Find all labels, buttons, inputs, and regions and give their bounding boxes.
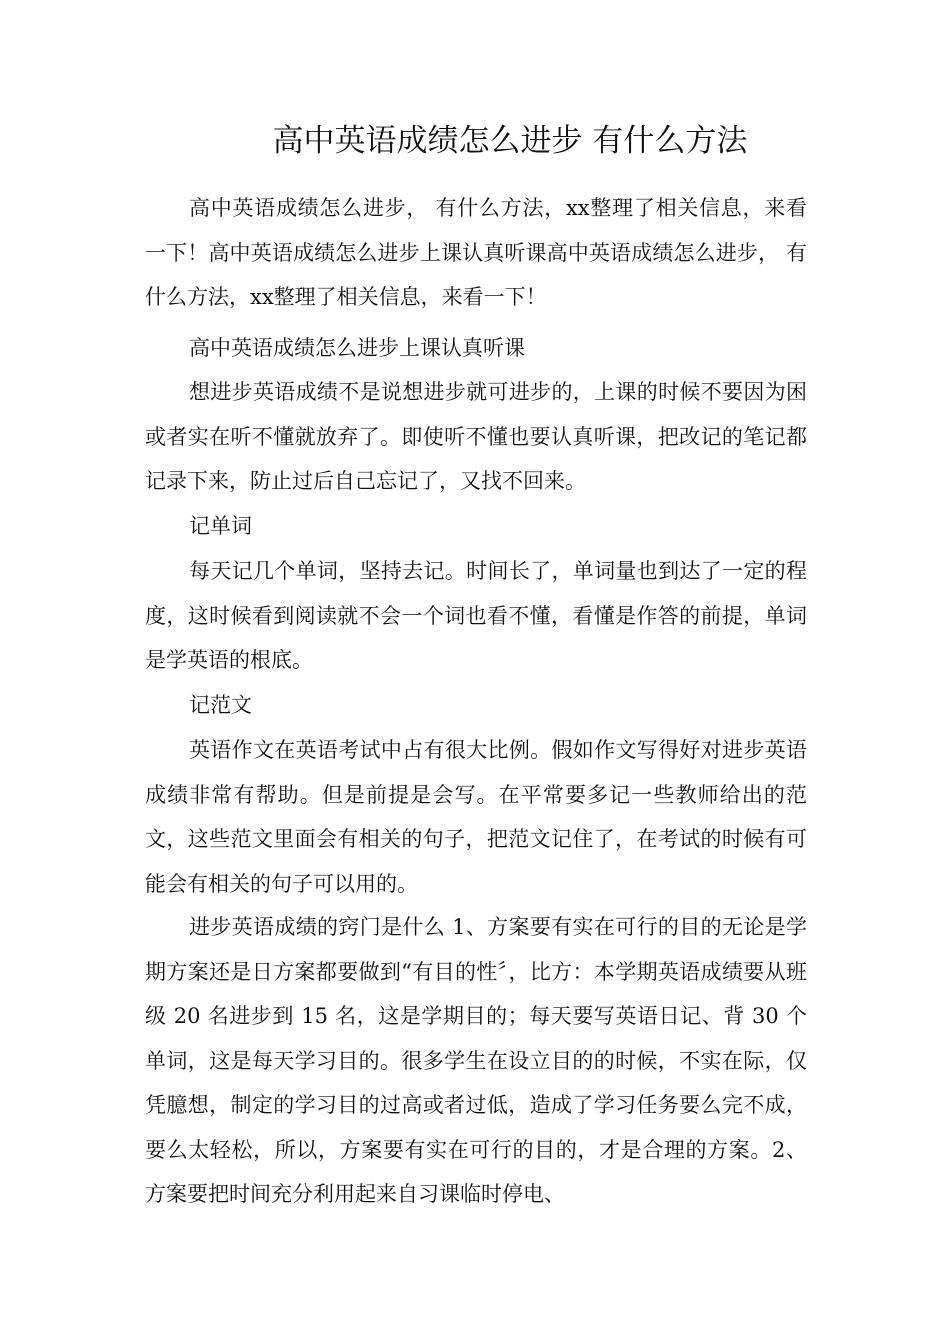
document-title: 高中英语成绩怎么进步 有什么方法 <box>272 123 748 159</box>
essay-paragraph: 英语作文在英语考试中占有很大比例。假如作文写得好对进步英语成绩非常有帮助。但是前提是会写。在平常要多记一些教师给出的范文，这些范文里面会有相关的句子，把范文记住了，在考试的时候有可能会有相关的句子可以用的。 <box>145 738 807 896</box>
vocabulary-paragraph: 每天记几个单词，坚持去记。时间长了，单词量也到达了一定的程度，这时候看到阅读就不会一个词也看不懂，看懂是作答的前提，单词是学英语的根底。 <box>145 559 807 672</box>
section-heading-listen: 高中英语成绩怎么进步上课认真听课 <box>189 336 525 360</box>
section-heading-essay: 记范文 <box>189 693 252 717</box>
intro-paragraph: 高中英语成绩怎么进步， 有什么方法，xx整理了相关信息，来看一下！高中英语成绩怎么进步上课认真听课高中英语成绩怎么进步， 有什么方法，xx整理了相关信息，来看一下！ <box>145 196 807 309</box>
listen-paragraph: 想进步英语成绩不是说想进步就可进步的，上课的时候不要因为困或者实在听不懂就放弃了。即使听不懂也要认真听课，把改记的笔记都记录下来，防止过后自己忘记了，又找不回来。 <box>145 380 807 493</box>
tips-paragraph: 进步英语成绩的窍门是什么 1、方案要有实在可行的目的无论是学期方案还是日方案都要做到“有目的性〞，比方：本学期英语成绩要从班级 20 名进步到 15 名，这是学期目的；每天要写英语日记、背 30 个单词，这是每天学习目的。很多学生在设立目的的时候，不实在际，仅凭臆想，制定的学习目的过高或者过低，造成了学习任务要么完不成，要么太轻松，所以，方案要有实在可行的目的，才是合理的方案。2、方案要把时间充分利用起来自习课临时停电、 <box>145 915 807 1206</box>
section-heading-vocabulary: 记单词 <box>189 514 252 538</box>
